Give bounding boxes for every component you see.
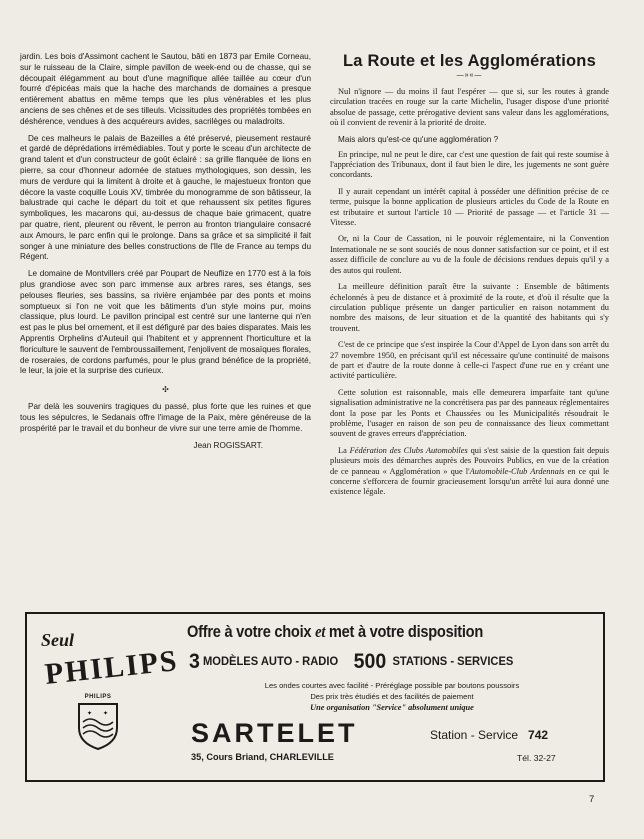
title-ornament: —»«— xyxy=(456,72,483,79)
headline-part-2: met à votre disposition xyxy=(325,622,484,641)
author-signature: Jean ROGISSART. xyxy=(193,440,263,450)
article-title: La Route et les Agglomérations xyxy=(343,52,596,70)
club-name: Automobile-Club Ardennais xyxy=(469,466,565,476)
philips-advertisement xyxy=(25,612,605,782)
svg-text:✦: ✦ xyxy=(103,711,109,717)
article-question: Mais alors qu'est-ce qu'une agglomération ? xyxy=(338,134,499,144)
stations-label: STATIONS - SERVICES xyxy=(392,654,514,668)
article-paragraph-3: Or, ni la Cour de Cassation, ni le pouvoir réglementaire, ni la Convention Internationale ne se sont souciés de nous donner satisfaction sur ce point, et il est assez difficile de conclure au vu de la foule de décisions rendues depuis qu'il y a des autos qui roulent. xyxy=(330,234,609,275)
company-name: SARTELET xyxy=(191,718,358,748)
station-label: Station - Service xyxy=(430,728,519,742)
station-service xyxy=(430,728,548,742)
philips-logo-text: PHILIPS xyxy=(43,644,180,691)
ad-feature-line-1: Les ondes courtes avec facilité - Préréglage possible par boutons poussoirs xyxy=(264,681,520,690)
ad-offers xyxy=(189,650,580,674)
station-number: 742 xyxy=(528,728,549,742)
article-intro: Nul n'ignore — du moins il faut l'espérer — que si, sur les routes à grande circulation tracées en rouge sur la carte Michelin, l'usager dispose d'une priorité absolue de passage, cette prérogative devient sans valeur dans les agglomérations, où il convient de revenir à la priorité de droite. xyxy=(330,87,609,128)
models-label: MODÈLES AUTO - RADIO xyxy=(202,654,339,668)
models-count: 3 xyxy=(189,650,200,673)
final-text-2: qui s'est saisie de la question fait depuis plusieurs mois des démarches auprès des Pouvoirs Publics, en vue de la création de ce panneau « Agglomération » que l' xyxy=(330,445,609,476)
final-text-3: en ce qui le concerne s'efforcera de fournir gracieusement lorsqu'un arrêté lui aura donné une existence légale. xyxy=(330,466,609,497)
right-column xyxy=(330,52,609,504)
article-paragraph-1: En principe, nul ne peut le dire, car c'est une question de fait qui reste soumise à l'appréciation des Tribunaux, dont il faut bien le dire, les jugements ne sont guère concordants. xyxy=(330,149,609,180)
headline-part-1: Offre à votre choix xyxy=(187,622,316,641)
ad-headline xyxy=(187,622,540,642)
left-paragraph-3: Le domaine de Montvillers créé par Poupart de Neuflize en 1770 est à la fois plus grandiose avec son parc immense aux arbres rares, ses étangs, ses pelouses fleuries, ses bassins, sa rivière enjambée par des ponts et moins somptueux si l'on ne voit que les bâtiments d'un style moins pur, moins classique, plus lourd. Le pavillon principal est centré sur une lanterne qui n'en est pas le plus bel ornement, et il est défiguré par des baies disparates. Mais les Apprentis Orphelins d'Auteuil qui l'habitent et y apprennent l'horticulture et la floriculture le sauvent de l'embroussaillement, l'enjolivent de mosaïques florales, de roseraies, de cordons parfumés, pour le plus grand bénéfice de la propriété, le leur, la joie et la surprise des curieux. xyxy=(20,269,311,376)
article-final-paragraph xyxy=(330,446,609,498)
stations-count: 500 xyxy=(353,650,387,673)
ad-feature-line-2: Des prix très étudiés et des facilités de paiement xyxy=(310,692,474,701)
ad-brand-panel xyxy=(27,614,180,780)
company-phone: Tél. 32-27 xyxy=(517,753,556,763)
headline-et: et xyxy=(315,622,326,641)
closing-paragraph: Par delà les souvenirs tragiques du passé, plus forte que les ruines et que tous les sépulcres, le Sedanais offre l'image de la Paix, mère généreuse de la prospérité par le travail et du bonheur de vivre sur une terre amie de l'homme. xyxy=(20,402,311,433)
article-paragraph-6: Cette solution est raisonnable, mais elle demeurera imparfaite tant qu'une signalisation administrative ne la concrétisera pas par des panneaux réglementaires dont la pose par les Ponts et Chaussées ou les Municipalités résoudrait le problème, l'usager en raison de son peu de connaissance des lieux commettant souvent de graves erreurs d'appréciation. xyxy=(330,387,609,439)
company-address: 35, Cours Briand, CHARLEVILLE xyxy=(191,752,334,762)
article-paragraph-4: La meilleure définition paraît être la suivante : Ensemble de bâtiments échelonnés à peu de distance et à proximité de la route, et d'où il résulte que la circulation publique présente un danger particulier en raison notamment du nombre des maisons, de leur situation et de la quantité des habitants qui s'y trouvent. xyxy=(330,282,609,333)
ad-tagline: Une organisation "Service" absolument unique xyxy=(310,703,474,712)
article-paragraph-5: C'est de ce principe que s'est inspirée la Cour d'Appel de Lyon dans son arrêt du 27 novembre 1950, en précisant qu'il est nécessaire qu'une continuité de maisons de part et d'autre de la route donne à celle-ci l'aspect d'une rue en y créant une activité particulière. xyxy=(330,340,609,381)
philips-shield-icon xyxy=(77,702,119,750)
left-paragraph-2: De ces malheurs le palais de Bazeilles a été préservé, pieusement restauré et gardé de déprédations irrémédiables. Tout y porte le sceau d'un architecte de grand talent et d'un constructeur de goût éclairé : sa grille flanquée de lions en pierre, sa cour d'honneur adornée de statues mythologiques, son dessin, les murs de verdure qui la limitent à droite et à gauche, le majestueux fronton que décore la vaste coquille Louis XV, timbrée du monogramme de son bâtisseur, la balustrade qui cache le départ du toit et que rehaussent six petites figures symboliques, les macarons qui, au-dessus de chaque baie grimacent, quatre par quatre, rient, pleurent ou rêvent, le perron au fronton triangulaire consacré aux Amours, le parc enfin qui le prolonge. Dans sa grâce et sa simplicité il fait songer à une miniature des belles constructions de l'Ile de France au temps du Régent. xyxy=(20,133,311,262)
federation-name: Fédération des Clubs Automobiles xyxy=(349,445,468,455)
final-text-1: La xyxy=(338,445,350,455)
ad-seul: Seul xyxy=(41,630,75,650)
article-paragraph-2: Il y aurait cependant un intérêt capital à posséder une définition précise de ce terme, puisque la bonne application de plusieurs articles du Code de la Route en est tributaire et surtout l'article 10 — Priorité de passage — et l'article 31 — Vitesse. xyxy=(330,186,609,228)
svg-text:✦: ✦ xyxy=(87,711,93,717)
left-paragraph-1: jardin. Les bois d'Assimont cachent le Sautou, bâti en 1873 par Emile Corneau, sur le ruisseau de la Claire, simple pavillon de week-end ou de chasse, qui se découpait élégamment au bout d'une magnifique allée taillée au cœur d'un fourré d'épicéas mais que la hache des marchands de domaines a presque entièrement abattus en même temps que les plus vénérables et les plus anciens de ses chênes et de ses tilleuls. Vicissitudes des propriétés tombées en déshérence, vendues à des acquéreurs avides, sacrilèges ou maladroits. xyxy=(20,52,311,126)
page-number: 7 xyxy=(589,794,595,805)
section-separator: ✣ xyxy=(162,385,169,395)
left-column xyxy=(20,52,311,450)
shield-label: PHILIPS xyxy=(84,694,112,700)
